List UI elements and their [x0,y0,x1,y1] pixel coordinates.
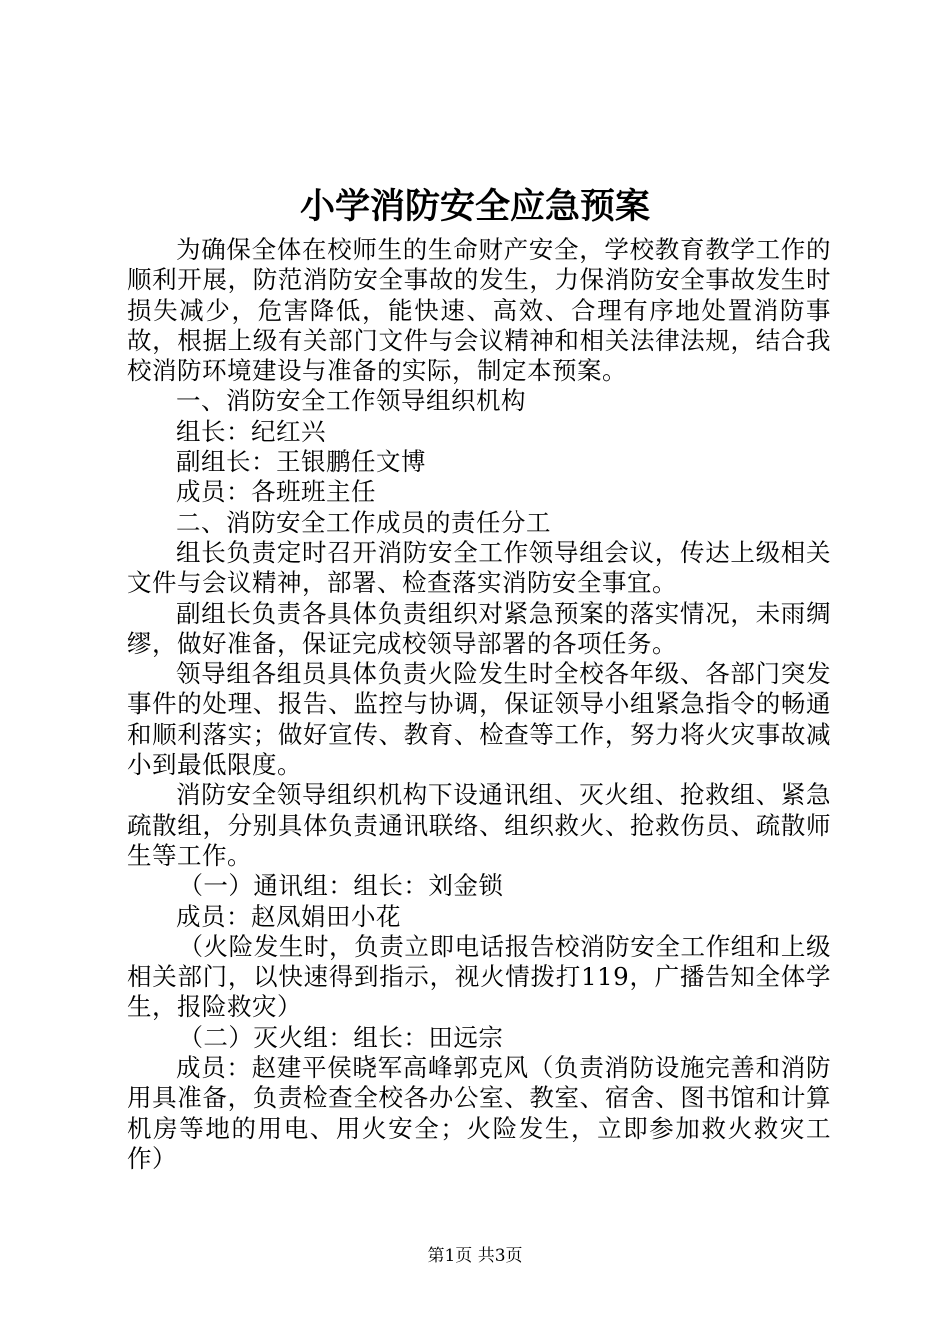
paragraph-members: 成员：各班班主任 [176,477,376,507]
paragraph-communication-members: 成员：赵凤娟田小花 [176,901,401,931]
paragraph-deputy-leader: 副组长：王银鹏任文博 [176,447,426,477]
paragraph-subgroups: 消防安全领导组织机构下设通讯组、灭火组、抢救组、紧急疏散组，分别具体负责通讯联络、组织救火、抢救伤员、疏散师生等工作。 [127,780,831,870]
paragraph-intro: 为确保全体在校师生的生命财产安全，学校教育教学工作的顺利开展，防范消防安全事故的发生，力保消防安全事故发生时损失减少，危害降低，能快速、高效、合理有序地处置消防事故，根据上级有关部门文件与会议精神和相关法律法规，结合我校消防环境建设与准备的实际，制定本预案。 [127,235,831,386]
section-heading-responsibilities: 二、消防安全工作成员的责任分工 [176,507,551,537]
paragraph-communication-duty: （火险发生时，负责立即电话报告校消防安全工作组和上级相关部门，以快速得到指示，视火情拨打119，广播告知全体学生，报险救灾） [127,931,831,1022]
section-heading-organization: 一、消防安全工作领导组织机构 [176,386,526,416]
paragraph-firefighting-group: （二）灭火组：组长：田远宗 [178,1022,504,1052]
paragraph-member-duty: 领导组各组员具体负责火险发生时全校各年级、各部门突发事件的处理、报告、监控与协调，保证领导小组紧急指令的畅通和顺利落实；做好宣传、教育、检查等工作，努力将火灾事故减小到最低限度。 [127,659,831,780]
paragraph-leader: 组长：纪红兴 [176,416,326,446]
paragraph-firefighting-members: 成员：赵建平侯晓军高峰郭克风（负责消防设施完善和消防用具准备，负责检查全校各办公室、教室、宿舍、图书馆和计算机房等地的用电、用火安全；火险发生，立即参加救火救灾工作） [127,1053,831,1173]
page-footer: 第1页 共3页 [427,1246,523,1266]
document-body [127,235,831,1174]
document-title: 小学消防安全应急预案 [299,186,650,227]
paragraph-leader-duty: 组长负责定时召开消防安全工作领导组会议，传达上级相关文件与会议精神，部署、检查落实消防安全事宜。 [127,537,831,598]
paragraph-communication-group: （一）通讯组：组长：刘金锁 [178,871,504,901]
paragraph-deputy-duty: 副组长负责各具体负责组织对紧急预案的落实情况，未雨绸缪，做好准备，保证完成校领导部署的各项任务。 [127,598,831,658]
